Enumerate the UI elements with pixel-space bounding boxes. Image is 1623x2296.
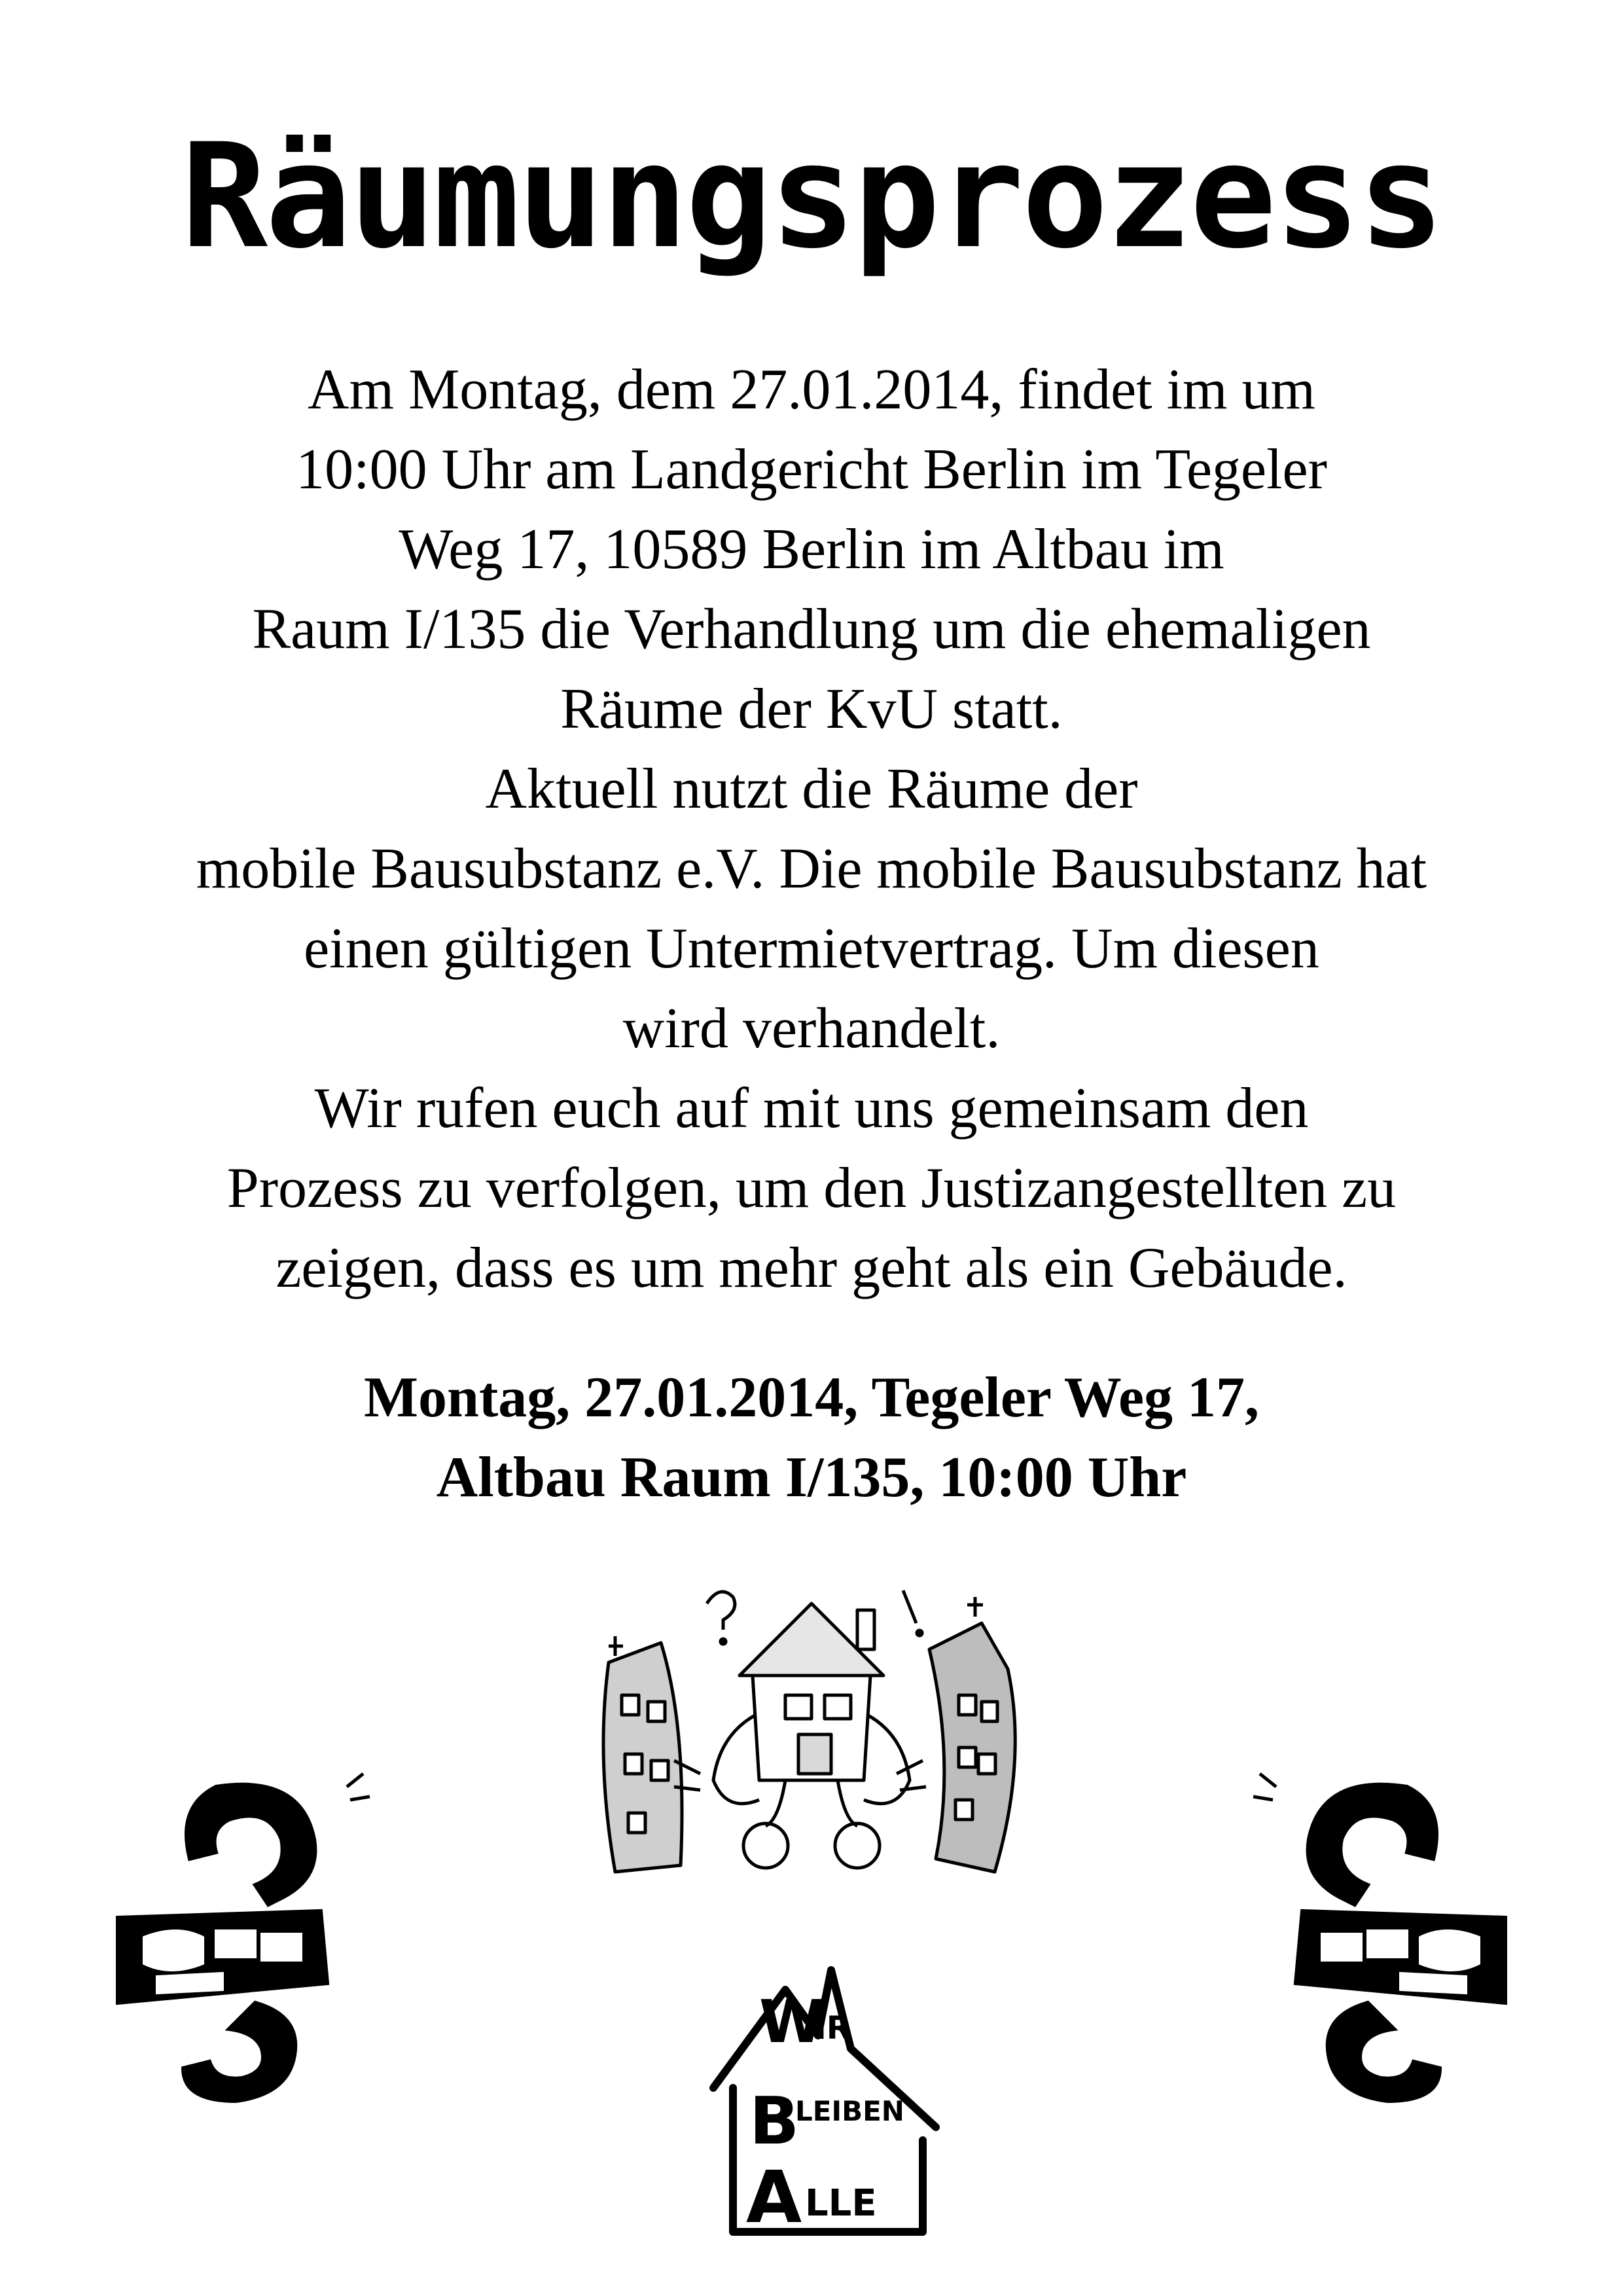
text-line: Räume der KvU statt. bbox=[560, 677, 1063, 741]
text-line: einen gültigen Untermietvertrag. Um diesen bbox=[304, 917, 1319, 980]
text-line: Wir rufen euch auf mit uns gemeinsam den bbox=[314, 1077, 1309, 1140]
text-line: Prozess zu verfolgen, um den Justizangestellten zu bbox=[226, 1157, 1397, 1220]
text-line: zeigen, dass es um mehr geht als ein Gebäude. bbox=[276, 1236, 1347, 1300]
page-title: Räumungsprozess bbox=[181, 113, 1442, 280]
svg-text:A: A bbox=[746, 2155, 802, 2239]
text-line: mobile Bausubstanz e.V. Die mobile Bausubstanz hat bbox=[196, 837, 1427, 901]
svg-text:IR: IR bbox=[815, 2010, 851, 2047]
event-summary bbox=[52, 1358, 1571, 1518]
fist-paragraph-icon bbox=[1243, 1767, 1518, 2121]
wir-bleiben-alle-logo bbox=[687, 1957, 962, 2251]
text-line: Am Montag, dem 27.01.2014, findet im um bbox=[308, 358, 1315, 422]
fist-paragraph-icon bbox=[105, 1767, 380, 2121]
svg-text:W: W bbox=[759, 1988, 825, 2056]
svg-text:LLE: LLE bbox=[805, 2182, 877, 2225]
text-line: 10:00 Uhr am Landgericht Berlin im Tegeler bbox=[296, 438, 1327, 501]
text-line: Aktuell nutzt die Räume der bbox=[485, 757, 1138, 821]
summary-line: Altbau Raum I/135, 10:00 Uhr bbox=[436, 1446, 1187, 1509]
summary-line: Montag, 27.01.2014, Tegeler Weg 17, bbox=[363, 1366, 1260, 1429]
houses-fighting-illustration bbox=[589, 1564, 1034, 1905]
text-line: wird verhandelt. bbox=[622, 997, 1001, 1060]
announcement-text bbox=[52, 350, 1571, 1308]
svg-text:LEIBEN: LEIBEN bbox=[795, 2095, 904, 2127]
text-line: Raum I/135 die Verhandlung um die ehemaligen bbox=[252, 598, 1371, 661]
svg-text:B: B bbox=[749, 2083, 800, 2159]
text-line: Weg 17, 10589 Berlin im Altbau im bbox=[399, 518, 1224, 581]
